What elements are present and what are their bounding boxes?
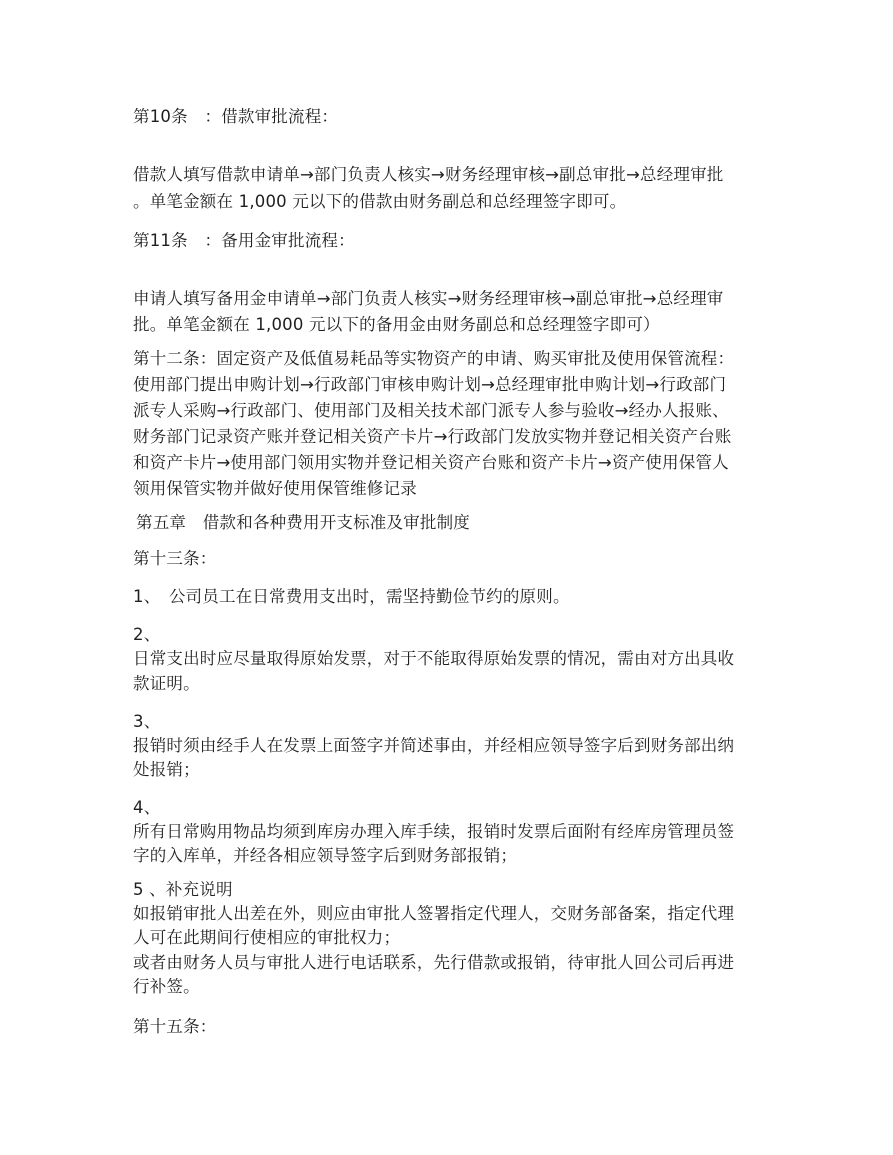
- list-item-3-text-line: 报销时须由经手人在发票上面签字并简述事由，并经相应领导签字后到财务部出纳: [133, 736, 735, 755]
- article-10-text-line: 。单笔金额在 1,000 元以下的借款由财务副总和总经理签字即可。: [133, 192, 627, 211]
- article-12-text-line: 使用部门提出申购计划→行政部门审核申购计划→总经理审批申购计划→行政部门: [133, 375, 727, 394]
- list-item-5-text-line: 如报销审批人出差在外，则应由审批人签署指定代理人，交财务部备案，指定代理: [133, 904, 735, 923]
- article-12-text-line: 和资产卡片→使用部门领用实物并登记相关资产台账和资产卡片→资产使用保管人: [133, 453, 729, 472]
- list-item-3-number: 3、: [133, 712, 161, 731]
- article-15-heading: 第十五条：: [133, 1017, 217, 1036]
- list-item-2-text-line: 日常支出时应尽量取得原始发票，对于不能取得原始发票的情况，需由对方出具收: [133, 649, 735, 668]
- list-item-3-text-line: 处报销；: [133, 760, 200, 779]
- list-item-2-text-line: 款证明。: [133, 674, 200, 693]
- article-12-text-line: 第十二条：固定资产及低值易耗品等实物资产的申请、购买审批及使用保管流程：: [133, 349, 735, 368]
- article-10-heading: 第10条 ：借款审批流程：: [133, 107, 339, 126]
- list-item-5-text-line: 人可在此期间行使相应的审批权力；: [133, 928, 401, 947]
- article-13-heading: 第十三条：: [133, 549, 217, 568]
- article-12-text-line: 派专人采购→行政部门、使用部门及相关技术部门派专人参与验收→经办人报账、: [133, 401, 729, 420]
- list-item-1: 1、 公司员工在日常费用支出时，需坚持勤俭节约的原则。: [133, 587, 570, 606]
- list-item-2-number: 2、: [133, 625, 161, 644]
- article-10-text-line: 借款人填写借款申请单→部门负责人核实→财务经理审核→副总审批→总经理审批: [133, 165, 724, 184]
- chapter-5-heading: 第五章 借款和各种费用开支标准及审批制度: [136, 513, 470, 532]
- article-11-text-line: 批。单笔金额在 1,000 元以下的备用金由财务副总和总经理签字即可）: [133, 315, 660, 334]
- article-11-text-line: 申请人填写备用金申请单→部门负责人核实→财务经理审核→副总审批→总经理审: [133, 289, 724, 308]
- list-item-5-text-line: 或者由财务人员与审批人进行电话联系，先行借款或报销，待审批人回公司后再进: [133, 953, 735, 972]
- list-item-5-heading: 5 、补充说明: [133, 880, 233, 899]
- article-11-heading: 第11条 ：备用金审批流程：: [133, 231, 355, 250]
- list-item-5-text-line: 行补签。: [133, 977, 200, 996]
- list-item-4-text-line: 字的入库单，并经各相应领导签字后到财务部报销；: [133, 846, 518, 865]
- list-item-4-text-line: 所有日常购用物品均须到库房办理入库手续，报销时发票后面附有经库房管理员签: [133, 822, 735, 841]
- article-12-text-line: 领用保管实物并做好使用保管维修记录: [133, 479, 417, 498]
- article-12-text-line: 财务部门记录资产账并登记相关资产卡片→行政部门发放实物并登记相关资产台账: [133, 427, 732, 446]
- list-item-4-number: 4、: [133, 798, 161, 817]
